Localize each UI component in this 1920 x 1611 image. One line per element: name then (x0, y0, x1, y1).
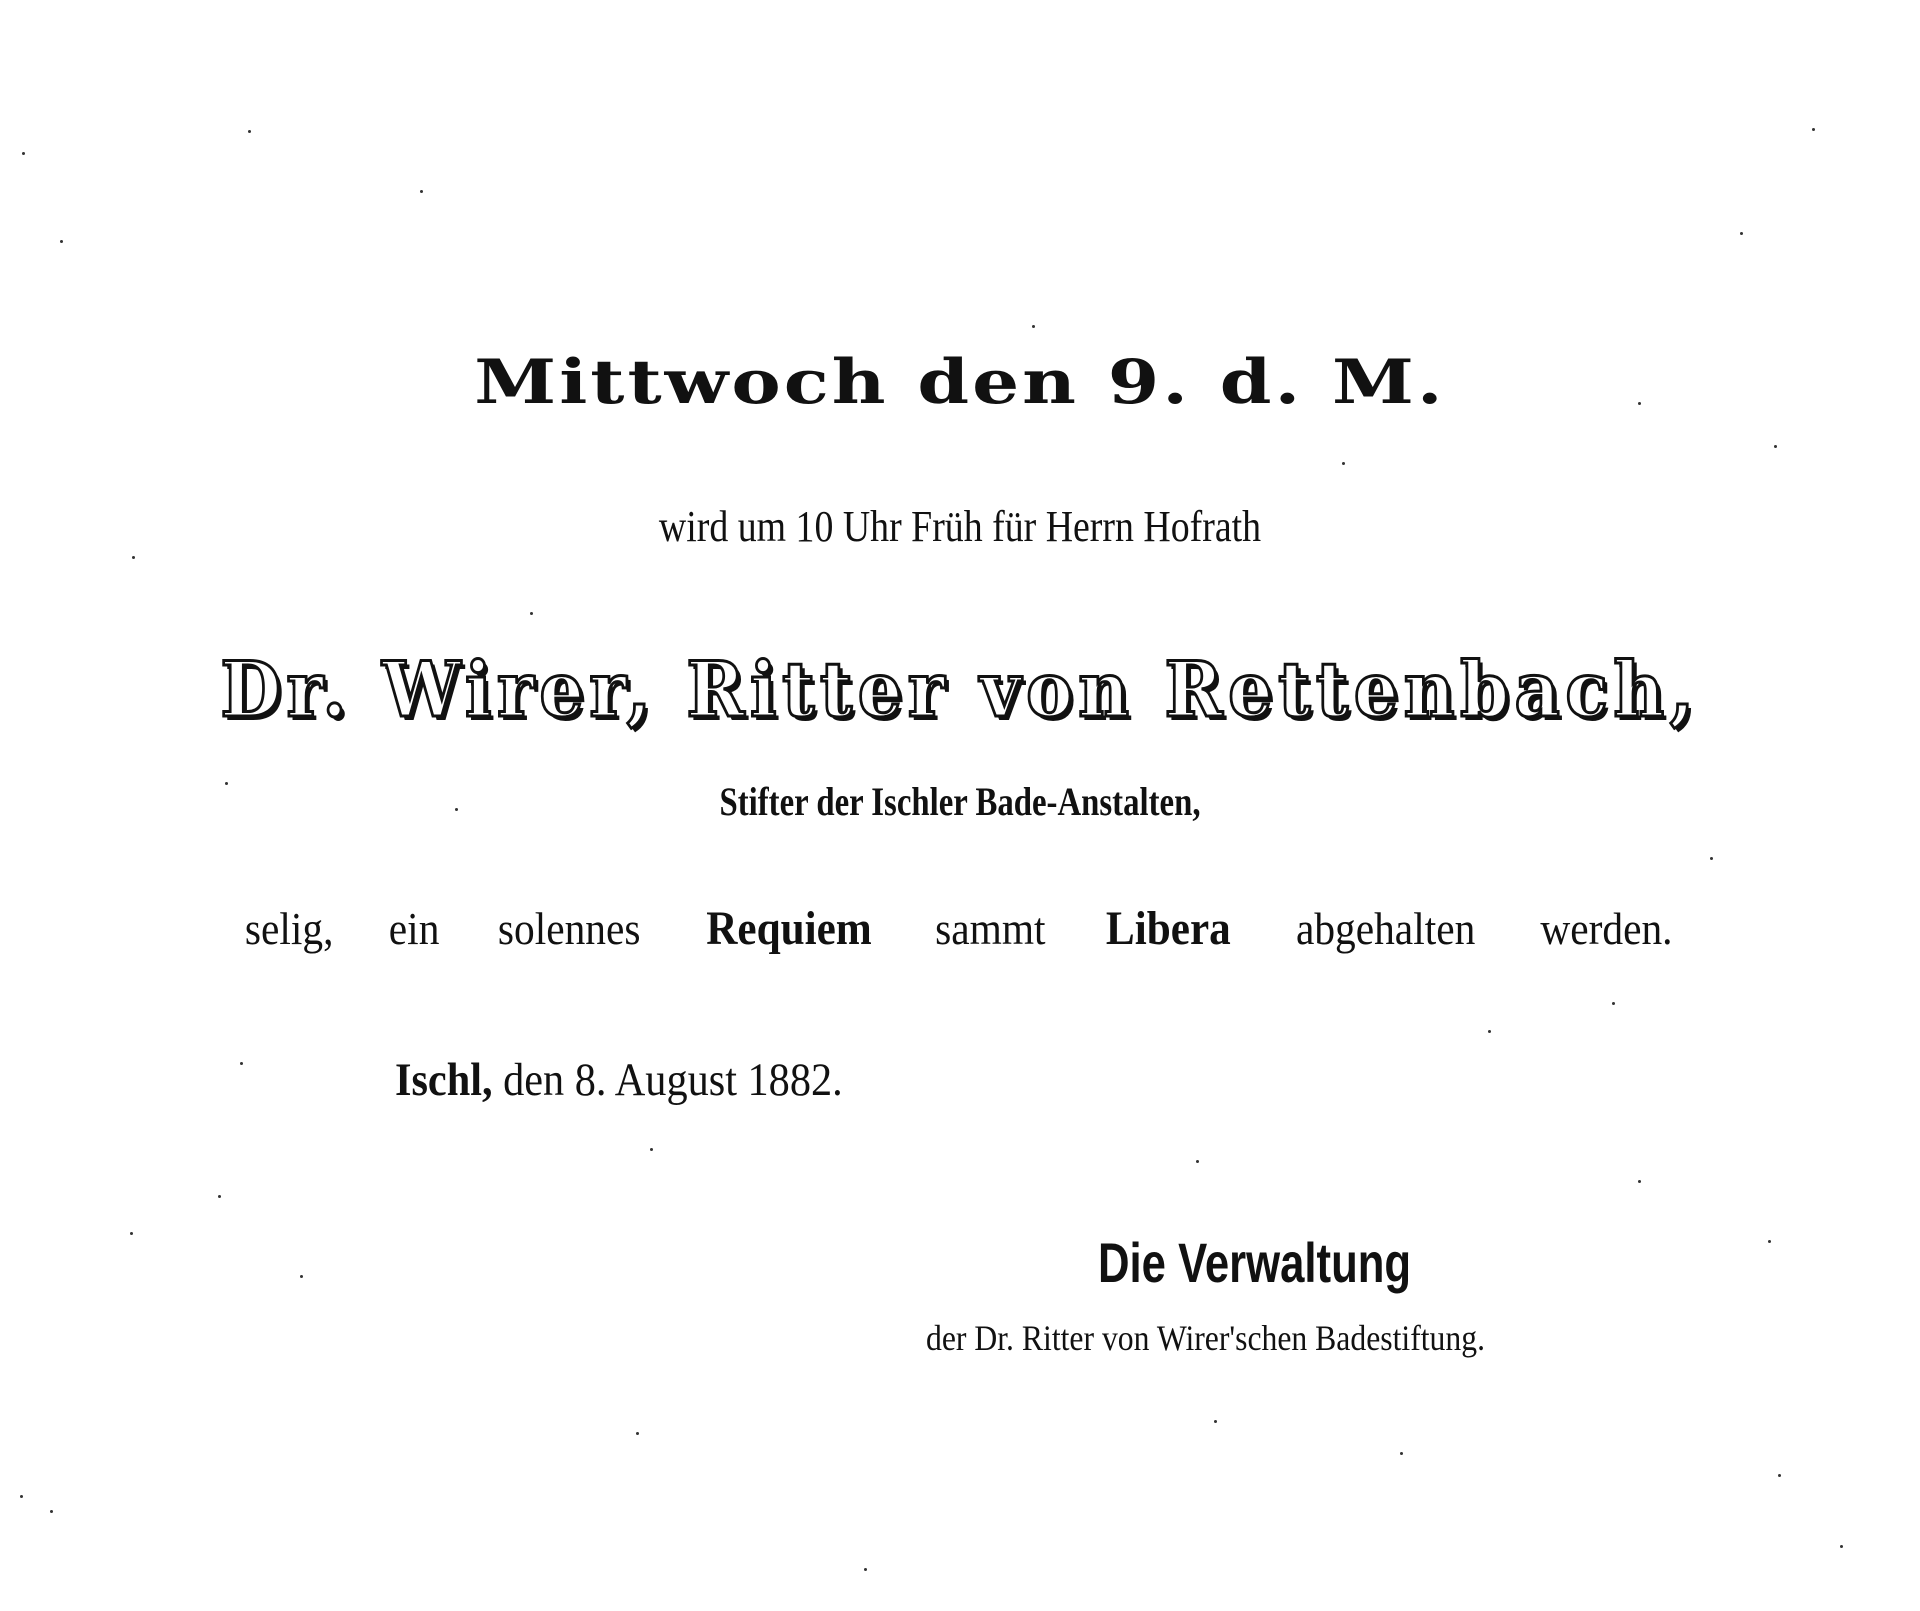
scan-speck (650, 1148, 653, 1151)
scan-speck (248, 130, 251, 133)
signature: Die Verwaltung (1098, 1231, 1412, 1294)
scan-speck (420, 190, 423, 193)
notice-heading: Mittwoch den 9. d. M. (474, 347, 1446, 418)
sentence-word-requiem: Requiem (706, 902, 872, 955)
scan-speck (1812, 128, 1815, 131)
scan-speck (864, 1568, 867, 1571)
scan-speck (300, 1275, 303, 1278)
scan-speck (225, 782, 228, 785)
scan-speck (1196, 1160, 1199, 1163)
honoree-title: Stifter der Ischler Bade-Anstalten, (719, 779, 1201, 824)
scan-speck (218, 1195, 221, 1198)
dateline (395, 1054, 843, 1106)
dateline-date: den 8. August 1882. (503, 1054, 843, 1106)
sentence-word: werden. (1540, 903, 1673, 954)
scan-speck (1612, 1002, 1615, 1005)
scan-speck (132, 556, 135, 559)
scan-speck (20, 1495, 23, 1498)
scan-speck (22, 152, 25, 155)
scan-speck (1840, 1545, 1843, 1548)
sentence-word: ein (389, 903, 440, 954)
scan-speck (240, 1062, 243, 1065)
sentence-word: selig, (244, 903, 334, 954)
sentence-word-libera: Libera (1106, 902, 1232, 955)
sentence-word: sammt (934, 903, 1046, 954)
honoree-name: Dr. Wirer, Ritter von Rettenbach, (220, 645, 1700, 734)
scan-speck (455, 808, 458, 811)
scan-speck (1774, 445, 1777, 448)
scan-speck (1400, 1452, 1403, 1455)
scan-speck (1638, 1180, 1641, 1183)
scan-speck (1768, 1240, 1771, 1243)
sentence-word: solennes (498, 903, 641, 954)
scan-speck (1778, 1474, 1781, 1477)
scan-speck (50, 1510, 53, 1513)
scan-speck (1214, 1420, 1217, 1423)
sentence-word: abgehalten (1295, 903, 1476, 954)
scan-speck (1638, 402, 1641, 405)
signature-subtitle: der Dr. Ritter von Wirer'schen Badestiftung. (926, 1318, 1486, 1358)
scan-speck (1710, 857, 1713, 860)
announcement-line: wird um 10 Uhr Früh für Herrn Hofrath (658, 502, 1262, 551)
requiem-sentence (240, 902, 1680, 955)
scan-speck (1342, 462, 1345, 465)
scan-speck (130, 1232, 133, 1235)
scan-speck (530, 612, 533, 615)
scan-speck (1488, 1030, 1491, 1033)
scan-speck (1740, 232, 1743, 235)
dateline-place: Ischl, (395, 1054, 493, 1106)
scan-speck (1032, 325, 1035, 328)
scan-speck (636, 1432, 639, 1435)
scan-speck (60, 240, 63, 243)
